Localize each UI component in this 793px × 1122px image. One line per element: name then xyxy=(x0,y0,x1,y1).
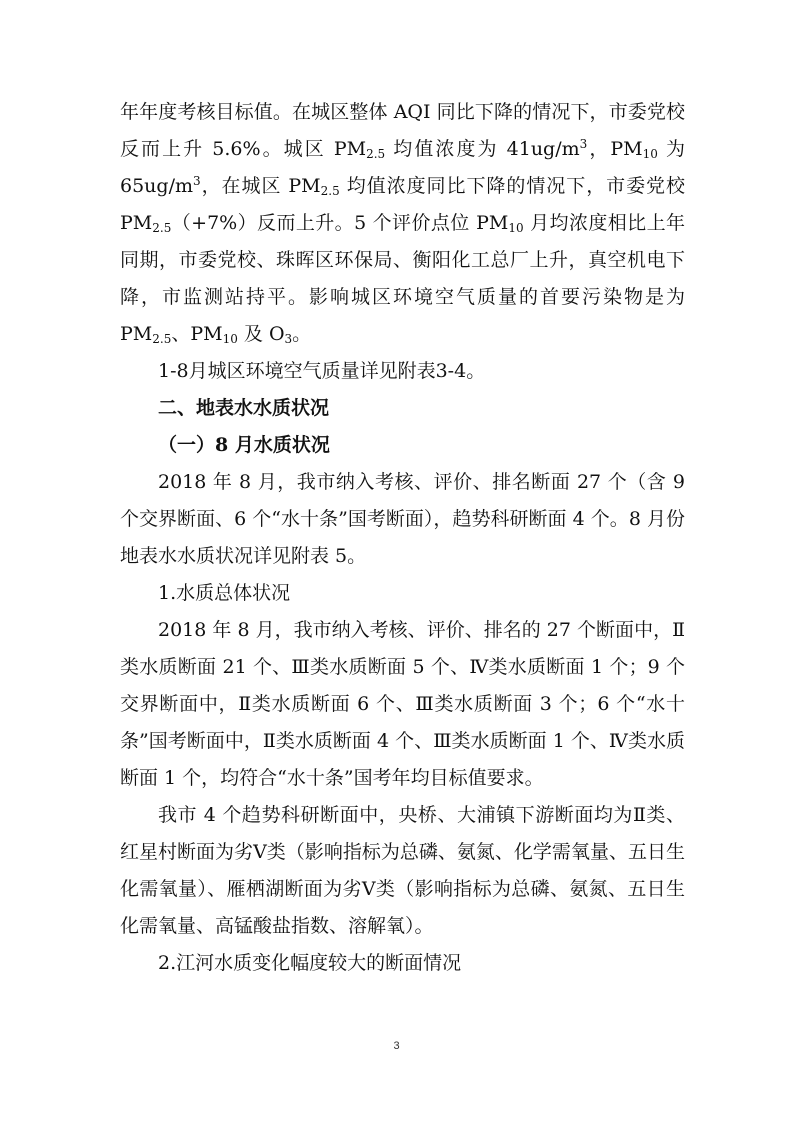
text-run: 均值浓度同比下降的情况下，市委党校 PM xyxy=(120,175,686,234)
superscript: 3 xyxy=(579,137,588,151)
text-run: 、PM xyxy=(171,323,223,345)
text-run: 均值浓度为 41ug/m xyxy=(385,138,580,160)
air-quality-paragraph xyxy=(120,94,685,353)
subscript: 3 xyxy=(284,332,293,346)
document-body xyxy=(120,94,685,982)
text-run: 年年度考核目标值。在城区整体 AQI 同比下降的情况下，市委党校反而上升 5.6%。城区 PM xyxy=(120,101,685,160)
text-run: ，在城区 PM xyxy=(200,175,321,197)
subscript: 2.5 xyxy=(152,221,172,235)
appendix-reference: 1-8月城区环境空气质量详见附表3-4。 xyxy=(158,360,486,382)
subscript: 10 xyxy=(642,147,658,161)
text-run: 为 65ug/m xyxy=(120,138,685,197)
text-run: 月均浓度相比上年同期，市委党校、珠晖区环保局、衡阳化工总厂上升，真空机电下降，市监测站持平。影响城区环境空气质量的首要污染物是为 PM xyxy=(120,212,685,345)
research-sections-paragraph: 我市 4 个趋势科研断面中，央桥、大浦镇下游断面均为Ⅱ类、红星村断面为劣Ⅴ类（影响指标为总磷、氨氮、化学需氧量、五日生化需氧量）、雁栖湖断面为劣Ⅴ类（影响指标为总磷、氨氮、五日生化需氧量、高锰酸盐指数、溶解氧）。 xyxy=(120,804,685,937)
superscript: 3 xyxy=(193,174,201,188)
text-run: ，PM xyxy=(587,138,643,160)
subscript: 10 xyxy=(508,221,524,235)
subsection-heading: （一）8 月水质状况 xyxy=(158,434,330,456)
overview-paragraph: 2018 年 8 月，我市纳入考核、评价、排名断面 27 个（含 9 个交界断面、6 个“水十条”国考断面），趋势科研断面 4 个。8 月份地表水水质状况详见附表 5。 xyxy=(120,471,685,567)
item-heading: 1.水质总体状况 xyxy=(158,582,291,604)
water-quality-paragraph: 2018 年 8 月，我市纳入考核、评价、排名的 27 个断面中，Ⅱ类水质断面 21 个、Ⅲ类水质断面 5 个、Ⅳ类水质断面 1 个；9 个交界断面中，Ⅱ类水质断面 6 个、Ⅲ类水质断面 3 个；6 个“水十条”国考断面中，Ⅱ类水质断面 4 个、Ⅲ类水质断面 1 个、Ⅳ类水质断面 1 个，均符合“水十条”国考年均目标值要求。 xyxy=(120,619,685,789)
text-run: 及 O xyxy=(237,323,285,345)
item-heading: 2.江河水质变化幅度较大的断面情况 xyxy=(158,952,462,974)
section-heading: 二、地表水水质状况 xyxy=(158,397,330,419)
subscript: 2.5 xyxy=(366,147,386,161)
subscript: 2.5 xyxy=(320,184,340,198)
page-number: 3 xyxy=(393,1040,400,1052)
subscript: 10 xyxy=(222,332,238,346)
text-run: （+7%）反而上升。5 个评价点位 PM xyxy=(171,212,509,234)
subscript: 2.5 xyxy=(152,332,172,346)
text-run: 。 xyxy=(292,323,312,345)
